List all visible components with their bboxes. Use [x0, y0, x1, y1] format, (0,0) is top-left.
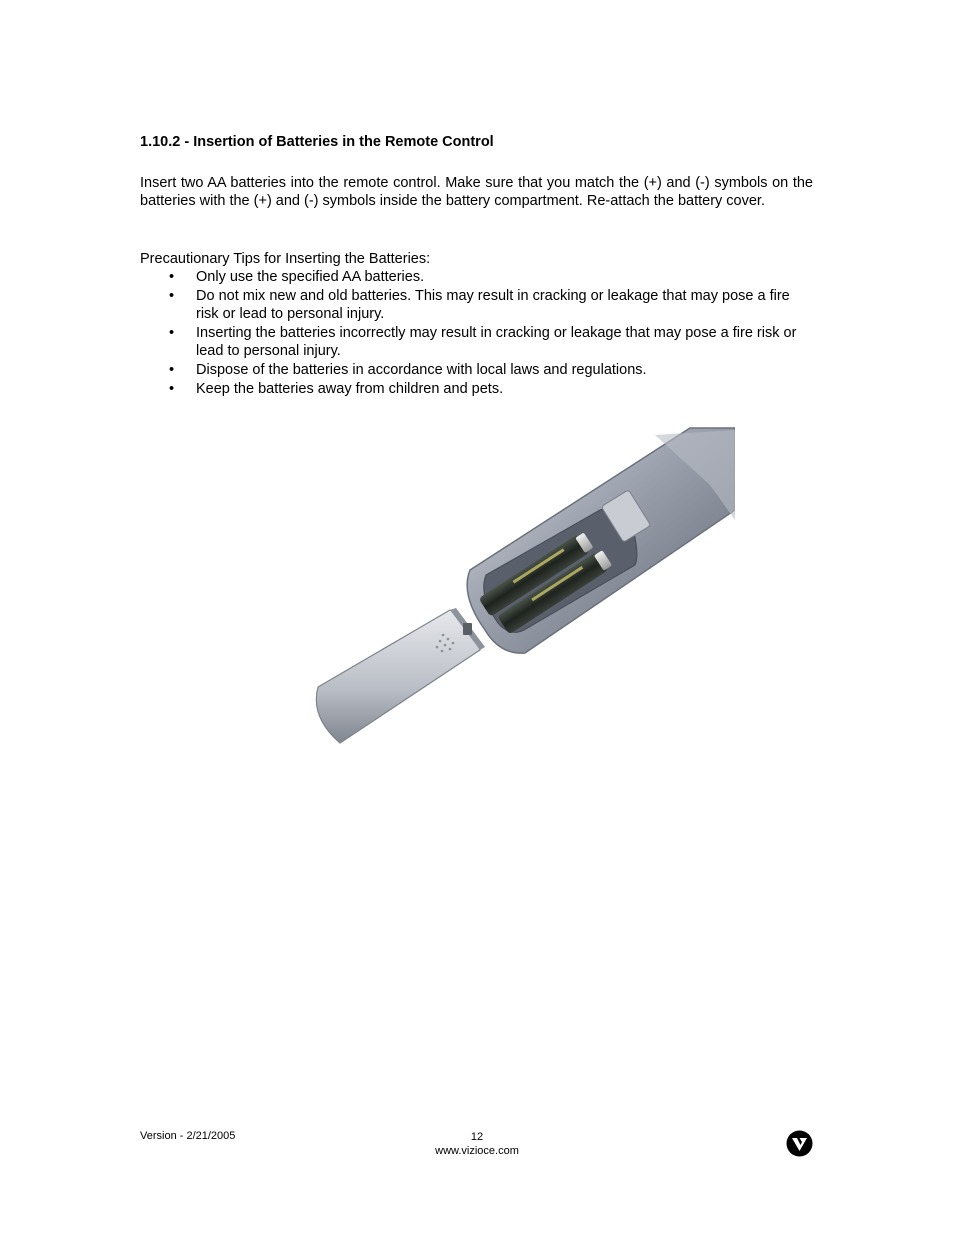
bullet-icon: • [169, 288, 175, 304]
bullet-icon: • [169, 325, 175, 341]
page-number: 12 [470, 1131, 484, 1143]
battery-cover [316, 608, 485, 743]
vizio-logo-icon [786, 1130, 813, 1157]
footer-version: Version - 2/21/2005 [140, 1130, 236, 1142]
list-item [140, 380, 815, 398]
list-item [140, 361, 815, 379]
bullet-icon: • [169, 381, 175, 397]
list-item [140, 287, 815, 323]
intro-paragraph: Insert two AA batteries into the remote control. Make sure that you match the (+) and (-) symbols on the batteries with the (+) and (-) symbols inside the battery compartment. Re-attach the battery cover. [140, 175, 813, 209]
tip-text: Only use the specified AA batteries. [196, 269, 425, 285]
tip-text: Inserting the batteries incorrectly may result in cracking or leakage that may pose a fire risk or lead to personal injury. [196, 325, 797, 359]
section-heading: 1.10.2 - Insertion of Batteries in the Remote Control [140, 134, 494, 150]
tips-intro: Precautionary Tips for Inserting the Batteries: [140, 251, 431, 267]
tip-text: Dispose of the batteries in accordance with local laws and regulations. [196, 362, 647, 378]
list-item [140, 324, 815, 360]
tip-text: Keep the batteries away from children and pets. [196, 381, 504, 397]
website-link[interactable]: www.vizioce.com [435, 1145, 519, 1157]
tips-list [140, 268, 815, 399]
footer-center [377, 1130, 577, 1158]
bullet-icon: • [169, 269, 175, 285]
remote-battery-illustration [310, 425, 735, 750]
tip-text: Do not mix new and old batteries. This may result in cracking or leakage that may pose a fire risk or lead to personal injury. [196, 288, 790, 322]
list-item [140, 268, 815, 286]
bullet-icon: • [169, 362, 175, 378]
